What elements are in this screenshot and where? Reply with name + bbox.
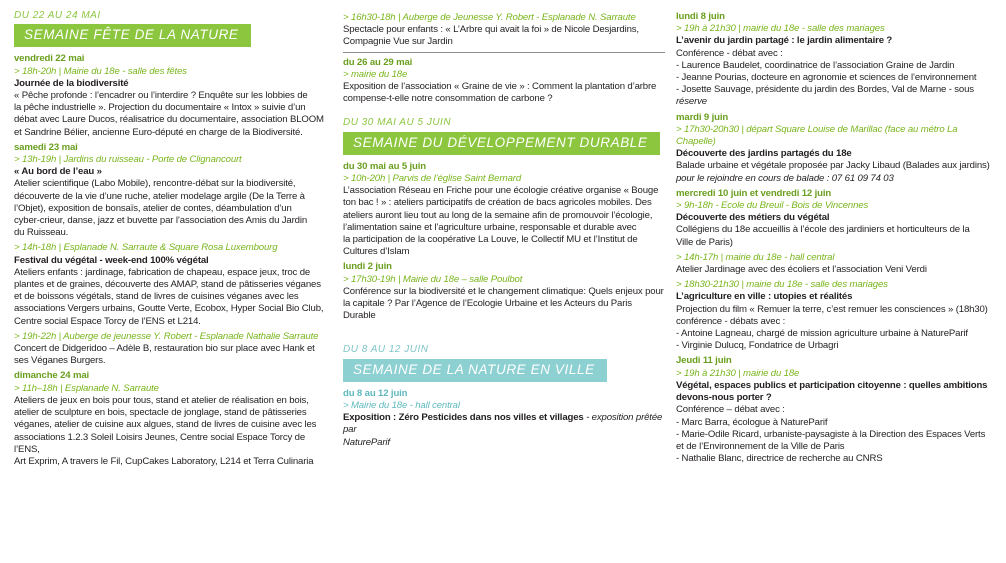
event-title: Découverte des métiers du végétal bbox=[676, 212, 830, 224]
event-time: > 16h30-18h | Auberge de Jeunesse Y. Robert - Esplanade N. Sarraute bbox=[343, 12, 636, 23]
event-line: compense-t-elle notre consommation de carbone ? bbox=[343, 93, 553, 105]
event-list bbox=[343, 161, 665, 323]
event-title: L’agriculture en ville : utopies et réalités bbox=[676, 291, 853, 303]
event-line: Projection du film « Remuer la terre, c’est remuer les consciences » (18h30) bbox=[676, 303, 988, 315]
event-line: la participation de la coopérative La Louve, le Collectif MU et l’Institut de bbox=[343, 234, 638, 246]
event-time: > 9h-18h - Ecole du Breuil - Bois de Vincennes bbox=[676, 200, 869, 212]
column-left bbox=[14, 0, 326, 471]
event-line: - Virginie Dulucq, Fondatrice de Urbagri bbox=[676, 340, 839, 352]
event-day: du 26 au 29 mai bbox=[343, 56, 413, 68]
event-line: la capitale ? Par l’Agence de l’Ecologie Urbaine et les Acteurs du Paris Durable bbox=[343, 298, 632, 322]
event-title: L’avenir du jardin partagé : le jardin alimentaire ? bbox=[676, 35, 893, 47]
event-day: lundi 2 juin bbox=[343, 261, 392, 273]
event-line: NatureParif bbox=[343, 436, 390, 448]
event-line: l’alimentation saine et l’agriculture urbaine, responsable et durable avec bbox=[343, 221, 637, 233]
event-line: - Nathalie Blanc, directrice de recherche au CNRS bbox=[676, 453, 883, 465]
event-line: - Antoine Lagneau, chargé de mission agriculture urbaine à NatureParif bbox=[676, 328, 968, 340]
column-right bbox=[676, 0, 996, 468]
banner-title: SEMAINE FÊTE DE LA NATURE bbox=[14, 24, 251, 47]
event-line: Ville de Paris) bbox=[676, 236, 733, 248]
event-line: - Marie-Odile Ricard, urbaniste-paysagiste à la Direction des Espaces Verts bbox=[676, 428, 986, 440]
event-item bbox=[343, 388, 665, 449]
event-time: > 14h-17h | mairie du 18e - hall central bbox=[676, 251, 835, 263]
event-title: Exposition : Zéro Pesticides dans nos villes et villages bbox=[343, 412, 584, 424]
event-item bbox=[14, 370, 326, 468]
event-time: > mairie du 18e bbox=[343, 68, 408, 80]
event-line: et de boissons végétals, stand de livres de cuisines véganes avec les bbox=[14, 291, 299, 303]
event-line: - Laurence Baudelet, coordinatrice de l’association Graine de Jardin bbox=[676, 59, 955, 71]
event-line: Collégiens du 18e accueillis à l’école des jardiniers et horticulteurs de la bbox=[676, 224, 970, 236]
event-title: Festival du végétal - week-end 100% végétal bbox=[14, 254, 209, 266]
event-time: > 10h-20h | Parvis de l’église Saint Bernard bbox=[343, 173, 522, 185]
event-time: > 11h–18h | Esplanade N. Sarraute bbox=[14, 382, 159, 394]
event-line: L’association Réseau en Friche pour une écologie créative organise « Bouge bbox=[343, 185, 659, 197]
event-line: Ateliers de jeux en bois pour tous, stand et atelier de réalisation en bois, bbox=[14, 394, 309, 406]
event-time: > 19h à 21h30 | mairie du 18e bbox=[676, 367, 800, 379]
event-title: Journée de la biodiversité bbox=[14, 77, 129, 89]
event-line: - Marc Barra, écologue à NatureParif bbox=[676, 416, 828, 428]
section-banner-sustainable-week bbox=[343, 117, 665, 154]
event-line: Ateliers enfants : jardinage, fabrication de chapeau, espace jeux, troc de bbox=[14, 266, 311, 278]
event-item bbox=[676, 355, 996, 465]
event-item bbox=[676, 279, 996, 352]
event-line: conférence - débats avec : bbox=[676, 315, 786, 327]
event-line: atelier de sculpture en bois, spectacle de jonglage, stand de pâtisseries bbox=[14, 407, 307, 419]
banner-date-range: DU 8 AU 12 JUIN bbox=[343, 344, 429, 356]
event-line: associations 1.2.3 Soleil Loisirs Jeunes, Centre social Espace Torcy de l’ENS, bbox=[14, 431, 305, 455]
event-time: > 17h30-19h | Mairie du 18e – salle Poulbot bbox=[343, 273, 523, 285]
event-item bbox=[14, 331, 326, 368]
event-title-suffix: - exposition prêtée par bbox=[343, 412, 663, 436]
event-line: Centre social Espace Torcy de l’ENS et L214. bbox=[14, 315, 201, 327]
event-day: Jeudi 11 juin bbox=[676, 355, 732, 367]
event-line: ses Véganes Burgers. bbox=[14, 355, 106, 367]
event-day: samedi 23 mai bbox=[14, 141, 78, 153]
event-time: > 18h-20h | Mairie du 18e - salle des fêtes bbox=[14, 65, 187, 77]
event-item bbox=[676, 188, 996, 249]
event-item bbox=[14, 142, 326, 240]
event-line: associations Vergers urbains, Goutte Verte, Ecobox, Hyper Social Bio Club, bbox=[14, 303, 324, 315]
event-time: > 17h30-20h30 | départ Square Louise de Marillac (face au métro La Chapelle) bbox=[676, 123, 958, 148]
event-line: Atelier scientifique (Labo Mobile), rencontre-débat sur la biodiversité, bbox=[14, 178, 296, 190]
event-item bbox=[676, 112, 996, 185]
column-middle bbox=[343, 0, 665, 452]
section-banner-city-nature-week bbox=[343, 344, 665, 381]
event-day: mercredi 10 juin et vendredi 12 juin bbox=[676, 187, 832, 199]
event-line: Concert de Didgeridoo – Adèle B, restauration bio sur place avec Hank et bbox=[14, 343, 315, 355]
event-day: mardi 9 juin bbox=[676, 111, 729, 123]
event-line: ton bac ! » : ateliers participatifs de création de bacs agricoles mobiles. Des bbox=[343, 197, 652, 209]
event-line: Spectacle pour enfants : « L’Arbre qui avait la foi » de Nicole Desjardins, bbox=[343, 24, 639, 36]
event-line: ateliers auront lieu tout au long de la semaine afin de promouvoir l’écologie, bbox=[343, 209, 653, 221]
event-line: véganes, atelier de cuisine aux algues, stand de livres de cuisine avec les bbox=[14, 419, 317, 431]
event-line: Conférence - débat avec : bbox=[676, 47, 783, 59]
banner-date-range: DU 22 AU 24 MAI bbox=[14, 10, 101, 21]
event-item bbox=[676, 252, 996, 276]
event-item bbox=[343, 261, 665, 322]
event-time: > 18h30-21h30 | mairie du 18e - salle des mariages bbox=[676, 279, 888, 291]
event-line: cyber-crieur, danse, jazz et buvette par l’association des Amis du Jardin bbox=[14, 215, 308, 227]
event-line: - Josette Sauvage, présidente du jardin des Bordes, Val de Marne - sous bbox=[676, 84, 974, 96]
event-time: > Mairie du 18e - hall central bbox=[343, 400, 460, 412]
banner-title: SEMAINE DU DÉVELOPPEMENT DURABLE bbox=[343, 132, 660, 155]
event-day: dimanche 24 mai bbox=[14, 370, 90, 382]
event-item bbox=[676, 11, 996, 109]
event-item bbox=[14, 242, 326, 327]
event-day: du 8 au 12 juin bbox=[343, 387, 408, 399]
event-line: l’Objet), exposition de bonsaïs, atelier de contes, déambulation d’un bbox=[14, 202, 292, 214]
event-line: plantes et de graines, découverte des AMAP, stand de pâtisseries véganes bbox=[14, 279, 321, 291]
section-banner-nature-week bbox=[14, 10, 326, 47]
event-list bbox=[676, 11, 996, 465]
event-line: Compagnie Vue sur Jardin bbox=[343, 36, 453, 48]
event-time: > 19h à 21h30 | mairie du 18e - salle des mariages bbox=[676, 23, 885, 35]
event-line: Cultures d’Islam bbox=[343, 246, 410, 258]
event-time: > 19h-22h | Auberge de jeunesse Y. Robert - Esplanade Nathalie Sarraute bbox=[14, 330, 319, 342]
event-line: la pêche industrielle ». Projection du documentaire « Intox » suivie d’un bbox=[14, 102, 306, 114]
event-line: Conférence sur la biodiversité et le changement climatique: Quels enjeux pour bbox=[343, 285, 664, 297]
event-description bbox=[343, 412, 665, 436]
event-line: et de l’Environnement de la Ville de Paris bbox=[676, 440, 845, 452]
event-item bbox=[343, 161, 665, 259]
event-line: et Sandrine Bélier, ancienne Euro-député en charge de la Biodiversité. bbox=[14, 126, 303, 138]
event-line: - Jeanne Pourias, docteure en agronomie et sciences de l’environnement bbox=[676, 72, 977, 84]
event-title: « Au bord de l’eau » bbox=[14, 166, 102, 178]
event-item bbox=[14, 53, 326, 138]
event-item bbox=[343, 52, 665, 106]
event-line: réserve bbox=[676, 96, 707, 108]
divider bbox=[343, 52, 665, 53]
event-list-top bbox=[343, 12, 665, 105]
event-title: Végétal, espaces publics et participation citoyenne : quelles ambitions devons-nous porter ? bbox=[676, 379, 988, 404]
event-line: Art Exprim, A travers le Fil, CupCakes Laboratory, L214 et Terra Culinaria bbox=[14, 455, 314, 467]
event-line: Exposition de l’association « Graine de vie » : Comment la plantation d’arbre bbox=[343, 81, 657, 93]
event-item bbox=[343, 12, 665, 49]
event-list-city bbox=[343, 388, 665, 449]
event-line: du Ruisseau. bbox=[14, 227, 69, 239]
event-line: découverte de la vie d’une ruche, atelier modelage argile (De la Terre à bbox=[14, 190, 305, 202]
event-time: > 13h-19h | Jardins du ruisseau - Porte de Clignancourt bbox=[14, 154, 242, 166]
event-title: Découverte des jardins partagés du 18e bbox=[676, 148, 852, 160]
event-list bbox=[14, 53, 326, 468]
event-line: débat avec Laure Ducos, réalisatrice du documentaire, association BLOOM bbox=[14, 114, 324, 126]
banner-date-range: DU 30 MAI AU 5 JUIN bbox=[343, 117, 452, 129]
event-line: Balade urbaine et végétale proposée par Jacky Libaud (Balades aux jardins) bbox=[676, 160, 990, 172]
event-day: du 30 mai au 5 juin bbox=[343, 160, 426, 172]
event-line: « Pêche profonde : l’encadrer ou l’interdire ? Enquête sur les lobbies de bbox=[14, 90, 308, 102]
banner-title: SEMAINE DE LA NATURE EN VILLE bbox=[343, 359, 607, 382]
event-line: Conférence – débat avec : bbox=[676, 404, 785, 416]
event-day: lundi 8 juin bbox=[676, 11, 725, 22]
event-day: vendredi 22 mai bbox=[14, 53, 85, 65]
event-line: pour le rejoindre en cours de balade : 07 61 09 74 03 bbox=[676, 172, 894, 184]
event-line: Atelier Jardinage avec des écoliers et l’association Veni Verdi bbox=[676, 264, 927, 276]
event-time: > 14h-18h | Esplanade N. Sarraute & Square Rosa Luxembourg bbox=[14, 242, 278, 254]
